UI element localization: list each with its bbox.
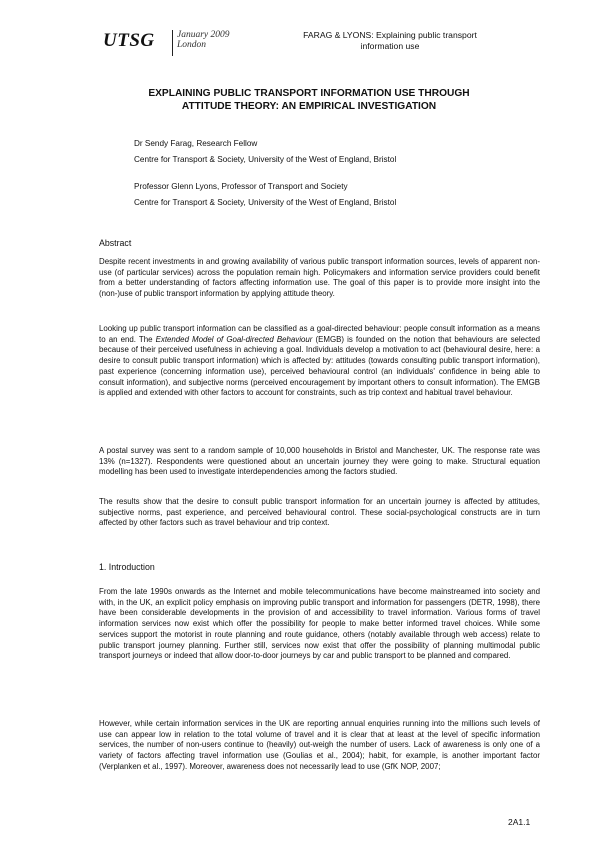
abstract-paragraph-2 [99,324,540,399]
header-divider [172,30,173,56]
header-authors [275,30,505,52]
paper-title-line2: ATTITUDE THEORY: AN EMPIRICAL INVESTIGATION [181,101,437,112]
model-name-italic: Extended Model of Goal-directed Behaviour [155,334,313,344]
introduction-paragraph-1: From the late 1990s onwards as the Internet and mobile telecommunications have become mainstreamed into society and with, in the UK, an explicit policy emphasis on improving public transport and information for passengers (DETR, 1998), there have been considerable developments in the provision of and accessibility to travel information. Various forms of travel information services now exist which offer the possibility for people to make better informed travel choices. While some services support the motorist in route planning and route guidance, others (notably available through web access) relate to public transport journey planning. Further still, services now exist that offer the possibility of planning multimodal public transport journeys or indeed that allow door-to-door journeys by car and public transport to be planned and compared. [99,587,540,661]
header-authors-line2: information use [360,41,420,51]
author-1-affiliation: Centre for Transport & Society, University of the West of England, Bristol [134,155,397,164]
conference-date-city: London [177,40,207,50]
paper-title-line1: EXPLAINING PUBLIC TRANSPORT INFORMATION USE THROUGH [148,88,470,99]
abstract-paragraph-1: Despite recent investments in and growing availability of various public transport information sources, levels of apparent non-use (of particular services) across the population remain high. Policymakers and information service providers could benefit from a better understanding of factors affecting information use. The goal of this paper is to provide more insight into the (non-)use of public transport information by applying attitude theory. [99,257,540,299]
author-2-affiliation: Centre for Transport & Society, University of the West of England, Bristol [134,198,397,207]
introduction-paragraph-2: However, while certain information services in the UK are reporting annual enquiries running into the millions such levels of use can appear low in relation to the total volume of travel and it is clear that at least at the level of specific information services, the number of non-users continue to (heavily) out-weigh the number of users. Lack of awareness is only one of a variety of factors affecting travel information use (Goulias et al., 2004); habit, for example, is another important factor (Verplanken et al., 1997). Moreover, awareness does not necessarily lead to use (GfK NOP, 2007; [99,719,540,771]
abstract-paragraph-3: A postal survey was sent to a random sample of 10,000 households in Bristol and Manchester, UK. The response rate was 13% (n=1327). Respondents were questioned about an uncertain journey they were going to make. Structural equation modelling has been used to investigate interdependencies among the factors studied. [99,446,540,477]
author-1-name: Dr Sendy Farag, Research Fellow [134,139,258,148]
abstract-paragraph-2-rest: (EMGB) is founded on the notion that behaviours are selected because of their perceived usefulness in achieving a goal. Individuals develop a motivation to act (behavioural desire, here: a desire to consult public transport information) which is affected by: attitudes (towards consulting public transport information), past experience (concerning information use), perceived behavioural control (an individuals' confidence in being able to consult information), and subjective norms (perceived encouragement by important others to consult information). The EMGB is applied and extended with other factors to account for constraints, such as trip context and habitual travel behaviour. [99,334,540,398]
paper-title [99,87,519,113]
conference-date-month: January 2009 [177,30,230,40]
author-2-name: Professor Glenn Lyons, Professor of Transport and Society [134,182,348,191]
abstract-paragraph-4: The results show that the desire to consult public transport information for an uncertain journey is affected by attitudes, subjective norms, past experience, and perceived behavioural control. These social-psychological constructs are in turn affected by other factors such as travel behaviour and trip context. [99,497,540,528]
page-number: 2A1.1 [508,817,531,827]
utsg-logo: UTSG [103,30,155,51]
abstract-paragraph-2-start: Looking up public transport information can be classified as a goal-directed behaviour: people consult information as a means to an end. The [99,324,540,344]
conference-date [177,30,230,50]
header-authors-line1: FARAG & LYONS: Explaining public transport [303,30,477,40]
abstract-heading: Abstract [99,238,132,248]
running-header [103,27,523,63]
introduction-heading: 1. Introduction [99,562,155,572]
